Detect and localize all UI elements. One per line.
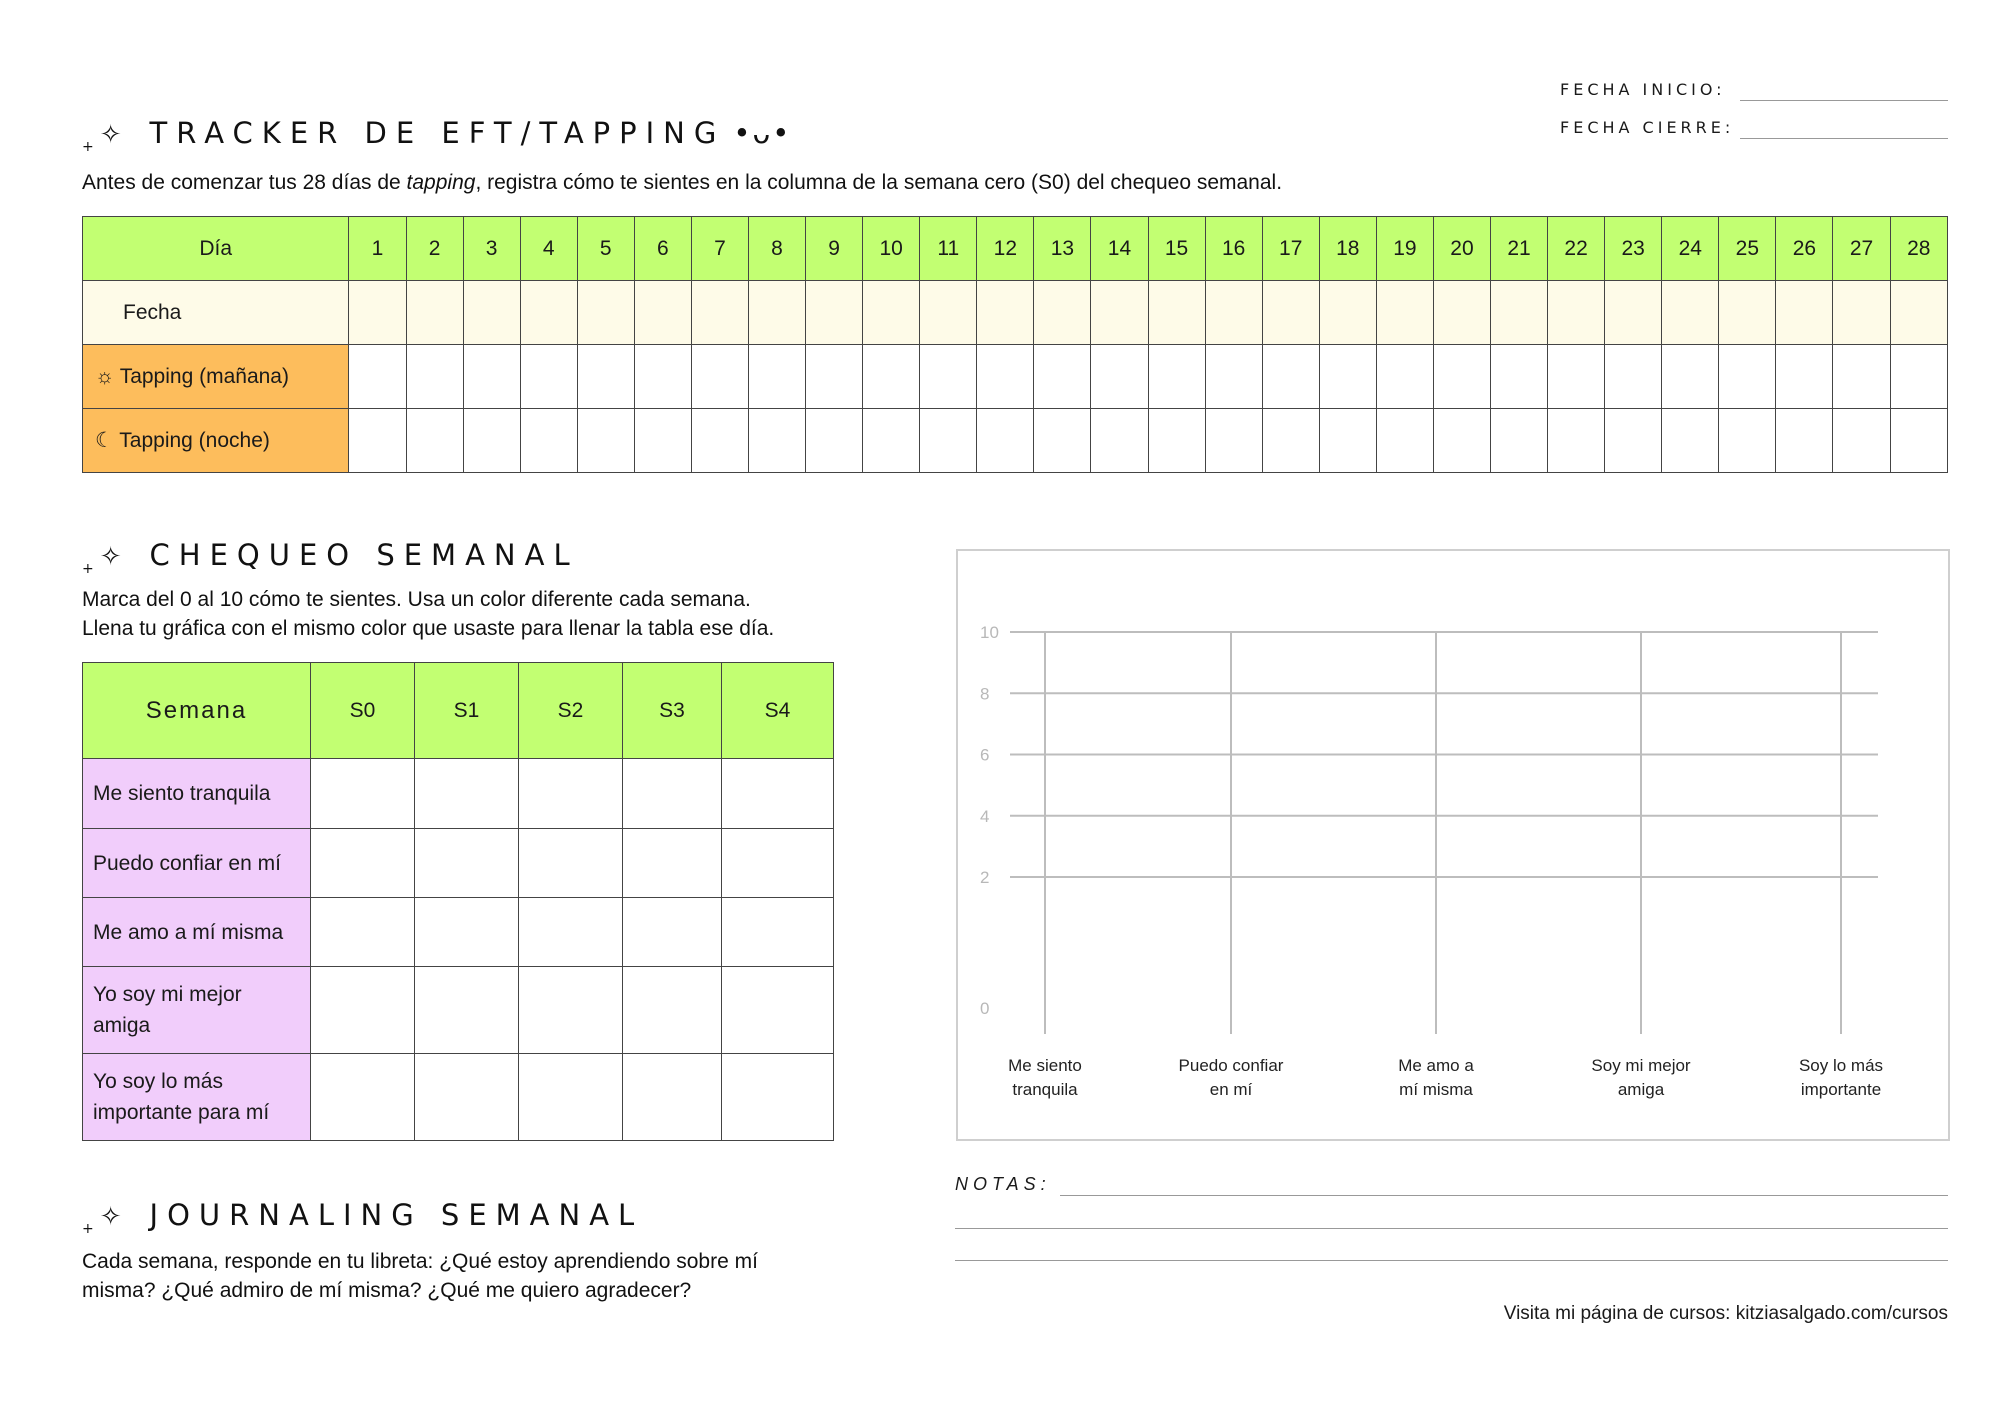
tracker-cell[interactable] [863,409,920,473]
chart-y-tick-label: 2 [980,868,990,887]
weekly-header-row [83,663,834,759]
feeling-score-cell[interactable] [311,829,415,898]
week-label: S0 [311,663,415,759]
day-number: 14 [1091,217,1148,281]
start-date-label: FECHA INICIO: [1560,80,1726,99]
day-number: 12 [977,217,1034,281]
day-number: 2 [406,217,463,281]
feeling-score-cell[interactable] [722,759,834,829]
tracker-cell[interactable] [748,409,805,473]
chart-y-tick-label: 0 [980,999,990,1018]
day-number: 9 [806,217,863,281]
journaling-title-row [82,1198,644,1237]
chart-category-label: mí misma [1399,1080,1473,1099]
tracker-cell[interactable] [1034,345,1091,409]
day-number: 4 [520,217,577,281]
day-number: 28 [1890,217,1947,281]
tracker-cell[interactable] [1376,345,1433,409]
day-number: 1 [349,217,406,281]
day-number: 23 [1605,217,1662,281]
day-number: 17 [1262,217,1319,281]
notes-label: NOTAS: [955,1174,1051,1194]
feeling-score-cell[interactable] [722,1054,834,1141]
feeling-label: Yo soy mi mejor amiga [83,967,311,1054]
tracker-cell[interactable] [1605,345,1662,409]
tracker-cell[interactable] [1091,345,1148,409]
feeling-label: Puedo confiar en mí [83,829,311,898]
chart-category-label: tranquila [1012,1080,1078,1099]
tracker-cell[interactable] [1262,345,1319,409]
notes-line-1[interactable] [1060,1195,1948,1196]
chart-category-label: en mí [1209,1080,1253,1099]
day-number: 20 [1433,217,1490,281]
feeling-score-cell[interactable] [623,759,722,829]
weekly-check-table [82,662,834,1141]
tracker-cell[interactable] [1548,409,1605,473]
week-label: S2 [519,663,623,759]
feeling-score-cell[interactable] [722,829,834,898]
feeling-score-cell[interactable] [519,759,623,829]
tracker-cell[interactable] [1319,345,1376,409]
tracker-cell[interactable] [1662,345,1719,409]
tracker-cell[interactable] [1433,409,1490,473]
tracker-cell[interactable] [977,281,1034,345]
day-number: 3 [463,217,520,281]
feeling-score-cell[interactable] [623,967,722,1054]
end-date-label: FECHA CIERRE: [1560,118,1735,137]
plus-sparkle-icon: + [82,561,94,577]
day-number: 25 [1719,217,1776,281]
feeling-score-cell[interactable] [519,898,623,967]
day-number: 10 [863,217,920,281]
tracker-cell[interactable] [1205,409,1262,473]
tracker-cell[interactable] [1776,409,1833,473]
feeling-score-cell[interactable] [623,829,722,898]
chart-category-label: amiga [1617,1080,1665,1099]
tracker-description: Antes de comenzar tus 28 días de tapping, registra cómo te sientes en la columna de la semana cero (S0) del chequeo semanal. [82,171,1283,194]
tracker-cell[interactable] [1719,409,1776,473]
chart-category-label: Puedo confiar [1178,1056,1284,1075]
day-number: 5 [577,217,634,281]
feeling-score-cell[interactable] [623,1054,722,1141]
day-number: 7 [691,217,748,281]
tracker-cell[interactable] [1776,281,1833,345]
tracker-cell[interactable] [1376,409,1433,473]
tracker-cell[interactable] [577,281,634,345]
day-number: 13 [1034,217,1091,281]
tracker-cell[interactable] [1890,409,1947,473]
day-number: 22 [1548,217,1605,281]
notes-line-3[interactable] [955,1260,1948,1261]
tapping-tracker-table [82,216,1948,473]
tracker-title: TRACKER DE EFT/TAPPING [149,116,726,150]
day-number: 8 [748,217,805,281]
tracker-cell[interactable] [1034,409,1091,473]
tracker-cell[interactable] [1833,409,1890,473]
tracker-cell[interactable] [520,345,577,409]
tracker-cell[interactable] [977,345,1034,409]
plus-sparkle-icon: + [82,1221,94,1237]
end-date-field[interactable] [1740,138,1948,139]
tracker-cell[interactable] [1833,281,1890,345]
feeling-score-cell[interactable] [415,759,519,829]
tracker-cell[interactable] [1262,281,1319,345]
tracker-cell[interactable] [1605,409,1662,473]
day-header: Día [83,217,349,281]
day-number: 26 [1776,217,1833,281]
tracker-row [83,409,1948,473]
tracker-cell[interactable] [463,281,520,345]
weekly-check-title: CHEQUEO SEMANAL [149,538,579,572]
week-header: Semana [83,663,311,759]
tracker-cell[interactable] [1433,281,1490,345]
tracker-cell[interactable] [806,409,863,473]
tracker-cell[interactable] [863,281,920,345]
feeling-score-cell[interactable] [623,898,722,967]
tracker-cell[interactable] [577,345,634,409]
tracker-cell[interactable] [1662,409,1719,473]
tracker-cell[interactable] [1490,409,1547,473]
weekly-check-title-row [82,538,579,577]
chart-category-label: importante [1800,1080,1882,1099]
notes-line-2[interactable] [955,1228,1948,1229]
feeling-row [83,829,834,898]
chart-y-tick-label: 8 [980,684,990,704]
tracker-cell[interactable] [691,409,748,473]
day-number: 11 [920,217,977,281]
tracker-cell[interactable] [406,345,463,409]
tracker-cell[interactable] [920,345,977,409]
journaling-title: JOURNALING SEMANAL [149,1198,644,1232]
tracker-cell[interactable] [634,409,691,473]
feeling-score-cell[interactable] [415,829,519,898]
tracker-cell[interactable] [1662,281,1719,345]
chart-y-tick-label: 10 [980,623,999,642]
day-number: 15 [1148,217,1205,281]
tracker-cell[interactable] [406,409,463,473]
tracker-cell[interactable] [577,409,634,473]
chart-category-label: Soy lo más [1798,1056,1884,1075]
tracker-cell[interactable] [463,345,520,409]
start-date-field[interactable] [1740,100,1948,101]
day-number: 16 [1205,217,1262,281]
chart-y-tick-label: 4 [980,806,990,826]
tracker-cell[interactable] [691,345,748,409]
tracker-cell[interactable] [1205,345,1262,409]
plus-sparkle-icon: + [82,139,94,155]
tracker-cell[interactable] [1148,409,1205,473]
tracker-cell[interactable] [463,409,520,473]
tracker-cell[interactable] [520,409,577,473]
chart-y-tick-label: 6 [980,745,990,765]
day-number: 6 [634,217,691,281]
smile-emoticon: •ᴗ• [733,116,792,150]
tracker-cell[interactable] [1262,409,1319,473]
tracker-cell[interactable] [920,409,977,473]
day-number: 27 [1833,217,1890,281]
day-number: 24 [1662,217,1719,281]
tracker-cell[interactable] [920,281,977,345]
tracker-row-label: ☾ Tapping (noche) [83,409,349,473]
tracker-cell[interactable] [634,345,691,409]
tracker-cell[interactable] [1319,281,1376,345]
tracker-cell[interactable] [1776,345,1833,409]
weekly-chart [956,549,1950,1141]
chart-category-label: Soy mi mejor [1591,1056,1691,1075]
day-number: 21 [1490,217,1547,281]
tracker-header-row [83,217,1948,281]
feeling-score-cell[interactable] [311,898,415,967]
feeling-score-cell[interactable] [311,967,415,1054]
tracker-cell[interactable] [977,409,1034,473]
chart-canvas [958,551,1948,1139]
sparkle-icon: ✧ [99,120,122,150]
tracker-cell[interactable] [691,281,748,345]
tracker-cell[interactable] [1833,345,1890,409]
tracker-cell[interactable] [1148,281,1205,345]
tracker-cell[interactable] [520,281,577,345]
tracker-cell[interactable] [1548,281,1605,345]
tracker-cell[interactable] [634,281,691,345]
tracker-cell[interactable] [1433,345,1490,409]
feeling-score-cell[interactable] [519,829,623,898]
feeling-score-cell[interactable] [519,1054,623,1141]
journaling-description: Cada semana, responde en tu libreta: ¿Qué estoy aprendiendo sobre mí misma? ¿Qué admiro de mí misma? ¿Qué me quiero agradecer? [82,1250,758,1302]
tracker-cell[interactable] [1719,281,1776,345]
tracker-cell[interactable] [748,281,805,345]
tracker-cell[interactable] [1034,281,1091,345]
feeling-score-cell[interactable] [722,967,834,1054]
tracker-row [83,345,1948,409]
feeling-row [83,759,834,829]
sparkle-icon: ✧ [99,542,122,572]
tracker-cell[interactable] [863,345,920,409]
tracker-cell[interactable] [1376,281,1433,345]
tracker-cell[interactable] [806,281,863,345]
tracker-row-label: ☼ Tapping (mañana) [83,345,349,409]
feeling-score-cell[interactable] [415,1054,519,1141]
tracker-cell[interactable] [1490,345,1547,409]
feeling-score-cell[interactable] [415,898,519,967]
tracker-cell[interactable] [1148,345,1205,409]
tracker-cell[interactable] [1205,281,1262,345]
tracker-title-row [82,116,792,155]
feeling-row [83,898,834,967]
tracker-row [83,281,1948,345]
feeling-score-cell[interactable] [311,1054,415,1141]
feeling-label: Yo soy lo más importante para mí [83,1054,311,1141]
tracker-cell[interactable] [349,409,406,473]
feeling-score-cell[interactable] [415,967,519,1054]
tracker-cell[interactable] [1890,281,1947,345]
day-number: 19 [1376,217,1433,281]
feeling-score-cell[interactable] [519,967,623,1054]
tracker-cell[interactable] [1490,281,1547,345]
chart-category-label: Me amo a [1398,1056,1474,1075]
feeling-score-cell[interactable] [722,898,834,967]
tracker-cell[interactable] [1091,409,1148,473]
tracker-cell[interactable] [1605,281,1662,345]
chart-category-label: Me siento [1008,1056,1082,1075]
tracker-cell[interactable] [1890,345,1947,409]
feeling-score-cell[interactable] [311,759,415,829]
week-label: S3 [623,663,722,759]
feeling-row [83,967,834,1054]
day-number: 18 [1319,217,1376,281]
tracker-cell[interactable] [1091,281,1148,345]
weekly-check-description: Marca del 0 al 10 cómo te sientes. Usa un color diferente cada semana. Llena tu gráfica con el mismo color que usaste para llenar la tabla ese día. [82,588,775,640]
tracker-cell[interactable] [806,345,863,409]
tracker-cell[interactable] [748,345,805,409]
week-label: S4 [722,663,834,759]
footer-link[interactable]: Visita mi página de cursos: kitziasalgado.com/cursos [1503,1303,1948,1324]
tracker-cell[interactable] [406,281,463,345]
tracker-cell[interactable] [1319,409,1376,473]
week-label: S1 [415,663,519,759]
tracker-row-label: Fecha [83,281,349,345]
feeling-label: Me siento tranquila [83,759,311,829]
feeling-label: Me amo a mí misma [83,898,311,967]
tracker-cell[interactable] [349,281,406,345]
tracker-cell[interactable] [1548,345,1605,409]
tracker-cell[interactable] [349,345,406,409]
feeling-row [83,1054,834,1141]
sparkle-icon: ✧ [99,1202,122,1232]
tracker-cell[interactable] [1719,345,1776,409]
